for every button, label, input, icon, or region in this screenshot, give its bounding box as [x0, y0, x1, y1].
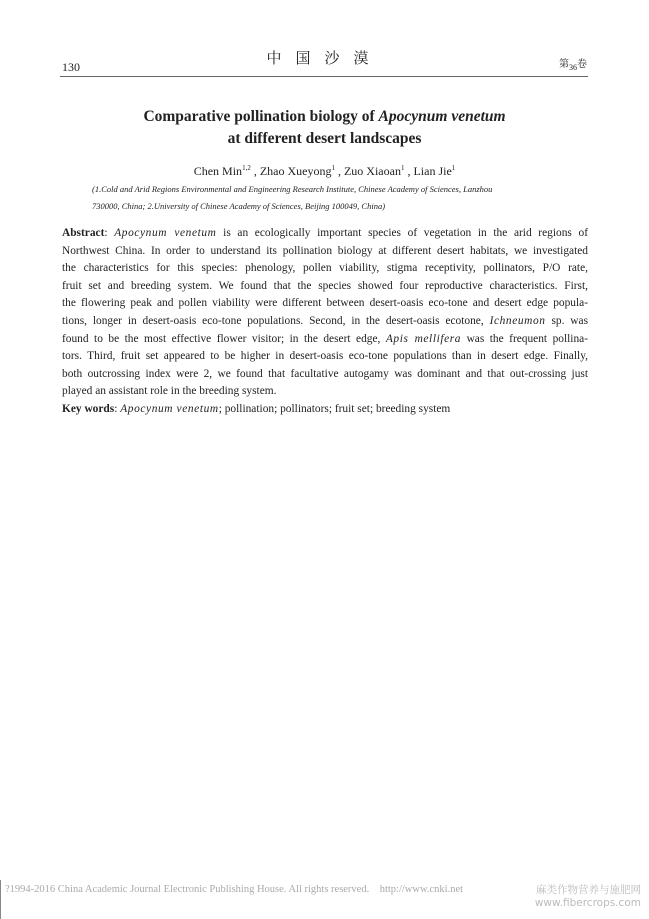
abstract-line [62, 260, 588, 278]
section-label: Key words [62, 402, 115, 415]
abstract-text: sp. was [545, 314, 588, 327]
abstract-text: played an assistant role in the breeding system. [62, 385, 277, 398]
title-species: Apocynum venetum [378, 108, 506, 125]
title-line-1 [0, 106, 649, 128]
species-name: Apocynum venetum [120, 402, 219, 415]
abstract-line [62, 331, 588, 349]
watermark [535, 884, 641, 910]
abstract-text: tors. Third, fruit set appeared to be higher in desert-oasis eco-tone populations than in desert edge. Finally, [62, 350, 588, 363]
abstract-text: found to be the most effective flower visitor; in the desert edge, [62, 332, 386, 345]
abstract-text: both outcrossing index were 2, we found that facultative autogamy was dominant and that out-crossing just [62, 367, 588, 380]
affiliation-line: 730000, China; 2.University of Chinese Academy of Sciences, Beijing 100049, China) [92, 201, 386, 211]
volume-suffix: 卷 [577, 59, 587, 70]
author: Zuo Xiaoan [343, 164, 401, 178]
species-name: Apocynum venetum [114, 227, 217, 239]
species-name: Ichneumon [489, 314, 546, 327]
abstract-line [62, 366, 588, 384]
keywords-line [62, 401, 588, 419]
abstract-text: fruit set and breeding system. We found that the species showed four reproductive characteristics. First, [62, 279, 588, 292]
title-text: Comparative pollination biology of [143, 108, 379, 125]
affiliations [92, 181, 592, 215]
page-number: 130 [62, 60, 80, 74]
author-affiliation-mark: 1,2 [242, 164, 251, 172]
abstract-text: the flowering peak and pollen viability were different between desert-oasis eco-tone and desert edge popula- [62, 297, 588, 310]
volume-number: 36 [569, 63, 577, 72]
abstract-text: tions, longer in desert-oasis eco-tone populations. Second, in the desert-oasis ecotone, [62, 314, 490, 327]
abstract-line [62, 348, 588, 366]
abstract-line [62, 295, 588, 313]
page-edge [0, 880, 1, 919]
abstract [62, 225, 588, 419]
copyright-footer: ?1994-2016 China Academic Journal Electronic Publishing House. All rights reserved. http://www.cnki.net [5, 884, 464, 895]
abstract-text: the characteristics for this species: phenology, pollen viability, stigma receptivity, pollinators, P/O rate, [62, 262, 588, 275]
species-name: Apis mellifera [385, 332, 462, 345]
volume-label [559, 55, 587, 72]
abstract-text: is an ecologically important species of vegetation in the arid regions of [216, 227, 588, 239]
abstract-text: ; pollination; pollinators; fruit set; breeding system [218, 402, 451, 415]
abstract-line [62, 225, 588, 243]
title-line-2: at different desert landscapes [227, 130, 422, 147]
section-label: Abstract [62, 227, 105, 239]
watermark-line: 麻类作物营养与施肥网 [536, 884, 641, 896]
abstract-text: was the frequent pollina- [461, 332, 588, 345]
volume-prefix: 第 [559, 59, 569, 70]
abstract-line [62, 243, 588, 261]
author: Zhao Xueyong [259, 164, 332, 178]
author-affiliation-mark: 1 [451, 164, 456, 172]
author-affiliation-mark: 1 [331, 164, 335, 172]
abstract-text: Northwest China. In order to understand its pollination biology at different desert habitats, we investigated [62, 244, 588, 257]
header-rule [60, 76, 588, 77]
abstract-line [62, 313, 588, 331]
journal-name: 中国沙漠 [266, 49, 383, 67]
abstract-text: : [114, 402, 121, 415]
watermark-url: www.fibercrops.com [534, 897, 641, 909]
paper-title [0, 106, 649, 150]
author: Lian Jie [413, 164, 452, 178]
abstract-line [62, 383, 588, 401]
abstract-text: : [104, 227, 115, 239]
author-affiliation-mark: 1 [400, 164, 405, 172]
affiliation-line: (1.Cold and Arid Regions Environmental and Engineering Research Institute, Chinese Academy of Sciences, Lanzhou [92, 184, 493, 194]
author-list: Chen Min$^{1,2}$ , Zhao Xueyong$^1$ , Zuo Xiaoan$^1$ , Lian Jie$^1$ [193, 164, 456, 178]
author: Chen Min [193, 164, 243, 178]
abstract-line [62, 278, 588, 296]
